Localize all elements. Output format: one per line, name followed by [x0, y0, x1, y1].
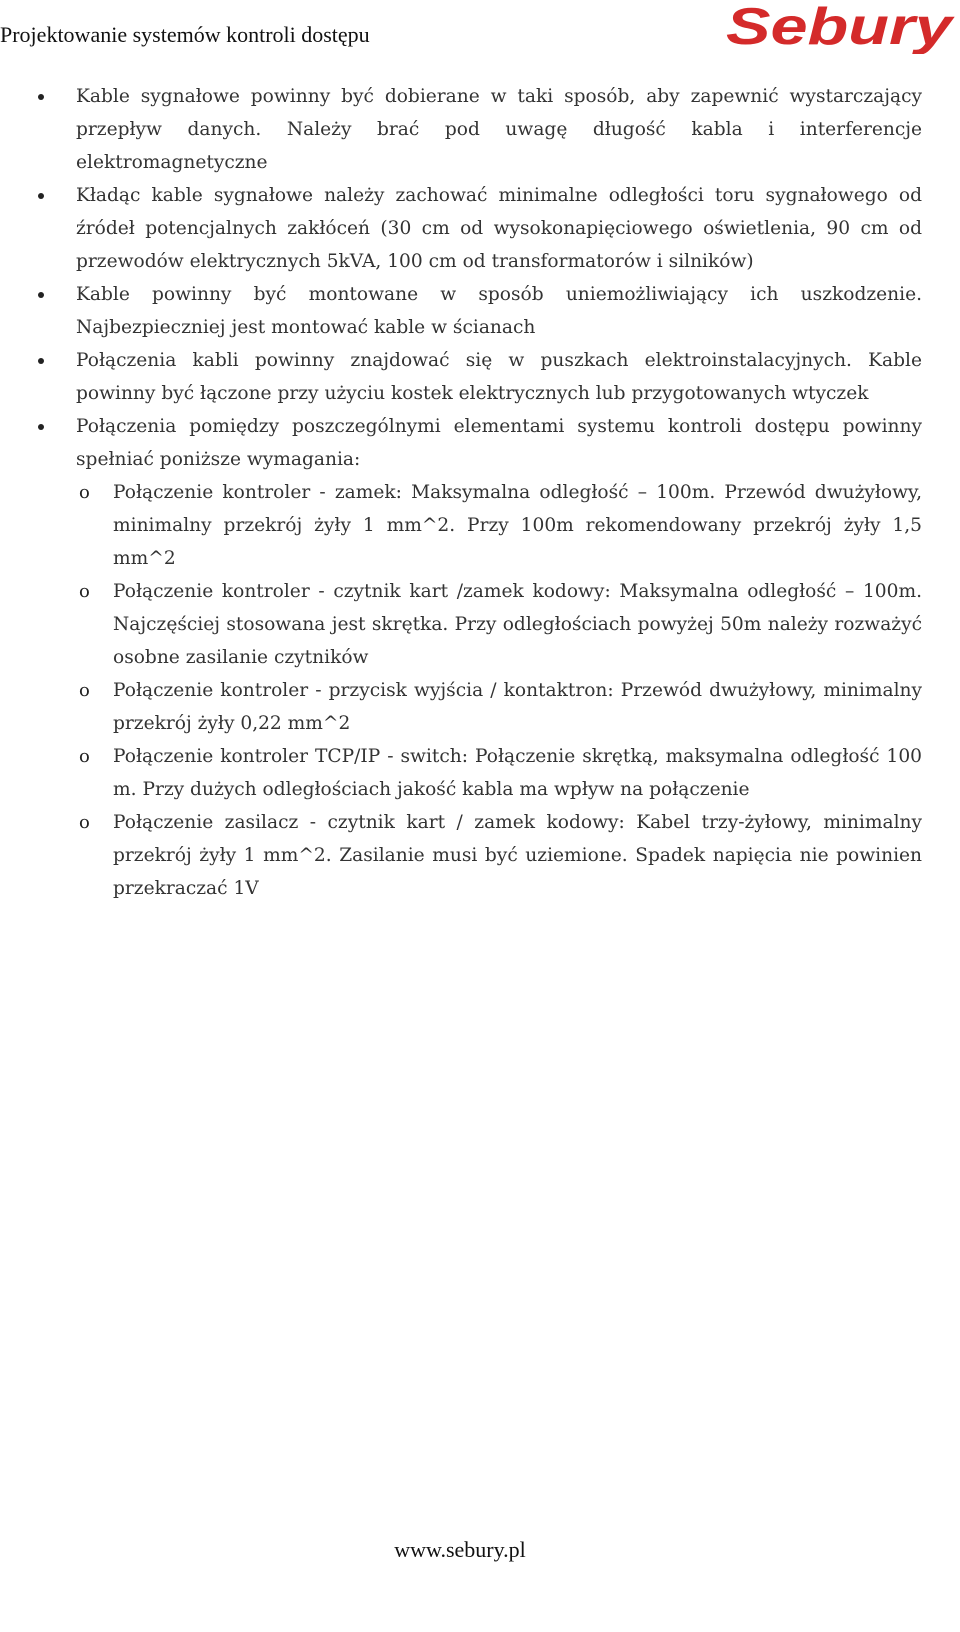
- list-item: Kable sygnałowe powinny być dobierane w taki sposób, aby zapewnić wystarczający przepływ danych. Należy brać pod uwagę długość kabla i interferencje elektromagnetyczne: [38, 80, 922, 179]
- footer-url: www.sebury.pl: [394, 1537, 526, 1562]
- list-item: [38, 410, 922, 905]
- svg-text:Sebury: Sebury: [726, 0, 956, 54]
- sebury-logo: [724, 0, 956, 54]
- sub-list-item-text: Połączenie kontroler - zamek: Maksymalna odległość – 100m. Przewód dwużyłowy, minimalny przekrój żyły 1 mm^2. Przy 100m rekomendowany przekrój żyły 1,5 mm^2: [113, 482, 922, 569]
- sub-list-marker: o: [79, 482, 90, 503]
- sub-list-item: [38, 476, 922, 575]
- sub-list-marker: o: [79, 812, 90, 833]
- sub-list-item: [38, 806, 922, 905]
- sub-list-item: [38, 674, 922, 740]
- list-item: Kładąc kable sygnałowe należy zachować minimalne odległości toru sygnałowego od źródeł potencjalnych zakłóceń (30 cm od wysokonapięciowego oświetlenia, 90 cm od przewodów elektrycznych 5kVA, 100 cm od transformatorów i silników): [38, 179, 922, 278]
- sub-list-item: [38, 740, 922, 806]
- sub-list-marker: o: [79, 581, 90, 602]
- sub-list-item-text: Połączenie kontroler TCP/IP - switch: Połączenie skrętką, maksymalna odległość 100 m. Przy dużych odległościach jakość kabla ma wpływ na połączenie: [113, 746, 922, 800]
- list-item: Połączenia kabli powinny znajdować się w puszkach elektroinstalacyjnych. Kable powinny być łączone przy użyciu kostek elektrycznych lub przygotowanych wtyczek: [38, 344, 922, 410]
- sub-list-marker: o: [79, 680, 90, 701]
- list-item-text: Połączenia pomiędzy poszczególnymi elementami systemu kontroli dostępu powinny spełniać poniższe wymagania:: [76, 416, 922, 470]
- sub-list-item-text: Połączenie kontroler - przycisk wyjścia / kontaktron: Przewód dwużyłowy, minimalny przekrój żyły 0,22 mm^2: [113, 680, 922, 734]
- sub-list-marker: o: [79, 746, 90, 767]
- sub-list-item-text: Połączenie kontroler - czytnik kart /zamek kodowy: Maksymalna odległość – 100m. Najczęściej stosowana jest skrętka. Przy odległościach powyżej 50m należy rozważyć osobne zasilanie czytników: [113, 581, 922, 668]
- sub-list-item-text: Połączenie zasilacz - czytnik kart / zamek kodowy: Kabel trzy-żyłowy, minimalny przekrój żyły 1 mm^2. Zasilanie musi być uziemione. Spadek napięcia nie powinien przekraczać 1V: [113, 812, 922, 899]
- list-item: Kable powinny być montowane w sposób uniemożliwiający ich uszkodzenie. Najbezpieczniej jest montować kable w ścianach: [38, 278, 922, 344]
- document-body: [38, 80, 922, 905]
- document-title: Projektowanie systemów kontroli dostępu: [0, 22, 370, 47]
- connection-requirements-list: [76, 476, 922, 905]
- requirements-list: [38, 80, 922, 905]
- sub-list-item: [38, 575, 922, 674]
- page-header: [0, 0, 960, 70]
